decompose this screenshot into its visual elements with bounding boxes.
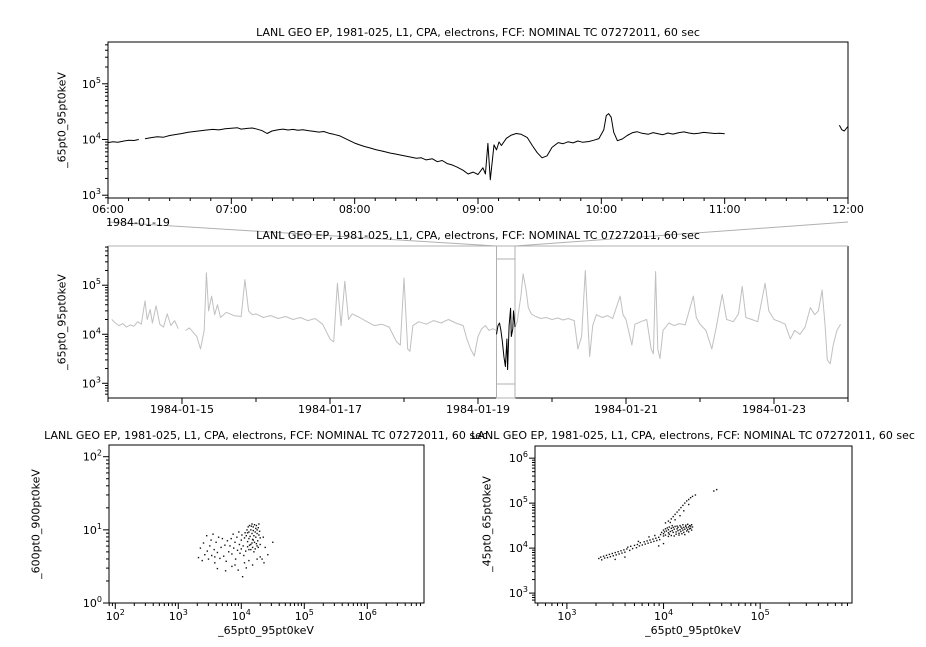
y-axis-label-top-timeseries: _65pt0_95pt0keV <box>55 72 69 168</box>
tick-label: 1984-01-15 <box>150 403 214 416</box>
panel-title-scatter-left: LANL GEO EP, 1981-025, L1, CPA, electrons, FCF: NOMINAL TC 07272011, 60 sec <box>44 429 488 442</box>
y-axis-label-scatter-left: _600pt0_900pt0keV <box>29 469 43 579</box>
tick-label: $10^4$ <box>81 326 101 342</box>
tick-label: 1984-01-23 <box>742 403 806 416</box>
tick-label: $10^2$ <box>105 608 125 623</box>
tick-label: $10^6$ <box>508 450 528 466</box>
panel-title-scatter-right: LANL GEO EP, 1981-025, L1, CPA, electrons, FCF: NOMINAL TC 07272011, 60 sec <box>471 429 915 442</box>
tick-label: $10^5$ <box>508 495 528 511</box>
tick-label: $10^0$ <box>82 595 102 610</box>
tick-label: $10^5$ <box>81 277 101 293</box>
tick-label: $10^3$ <box>81 375 101 391</box>
context-highlight-box[interactable] <box>497 246 516 398</box>
panel-scatter-600-900[interactable] <box>83 445 424 623</box>
x-axis-label-scatter-right: _65pt0_95pt0keV <box>645 624 741 637</box>
panel-scatter-45-65[interactable] <box>509 446 852 623</box>
scatter-points <box>598 489 717 561</box>
x-axis-label-scatter-left: _65pt0_95pt0keV <box>218 624 314 637</box>
series-line <box>186 273 497 356</box>
series-line <box>145 114 725 180</box>
tick-label: $10^5$ <box>750 608 770 623</box>
tick-label: $10^5$ <box>294 608 314 623</box>
tick-label: $10^3$ <box>168 608 188 623</box>
panel-title-top-timeseries: LANL GEO EP, 1981-025, L1, CPA, electrons, FCF: NOMINAL TC 07272011, 60 sec <box>256 26 700 39</box>
tick-label: $10^3$ <box>81 187 101 203</box>
tick-label: $10^3$ <box>508 585 528 601</box>
tick-label: 09:00 <box>462 203 494 216</box>
tick-label: $10^4$ <box>231 608 251 623</box>
panel-context-timeseries[interactable] <box>82 222 848 416</box>
scatter-points <box>198 523 274 577</box>
panel-title-context-timeseries: LANL GEO EP, 1981-025, L1, CPA, electrons, FCF: NOMINAL TC 07272011, 60 sec <box>256 229 700 242</box>
tick-label: 1984-01-17 <box>298 403 362 416</box>
tick-label: 06:00 <box>92 203 124 216</box>
series-line <box>839 125 848 131</box>
series-line <box>108 140 139 143</box>
panel-top-timeseries[interactable] <box>82 42 864 216</box>
tick-label: $10^5$ <box>81 75 101 91</box>
tick-label: $10^3$ <box>557 608 577 623</box>
tick-label: $10^2$ <box>82 448 102 464</box>
y-axis-label-scatter-right: _45pt0_65pt0keV <box>480 476 494 572</box>
tick-label: 08:00 <box>338 203 371 216</box>
top-axis-date-label: 1984-01-19 <box>106 216 170 229</box>
series-line <box>497 308 516 369</box>
tick-label: $10^4$ <box>508 540 528 556</box>
series-line <box>515 271 841 364</box>
tick-label: 12:00 <box>832 203 864 216</box>
tick-label: 10:00 <box>585 203 618 216</box>
tick-label: 11:00 <box>708 203 741 216</box>
y-axis-label-context-timeseries: _65pt0_95pt0keV <box>55 274 69 370</box>
tick-label: $10^4$ <box>653 608 674 623</box>
tick-label: $10^6$ <box>357 608 377 623</box>
tick-label: $10^1$ <box>82 521 102 537</box>
series-line <box>112 301 179 329</box>
tick-label: 1984-01-19 <box>446 403 510 416</box>
tick-label: $10^4$ <box>81 131 101 147</box>
tick-label: 07:00 <box>215 203 248 216</box>
tick-label: 1984-01-21 <box>594 403 658 416</box>
